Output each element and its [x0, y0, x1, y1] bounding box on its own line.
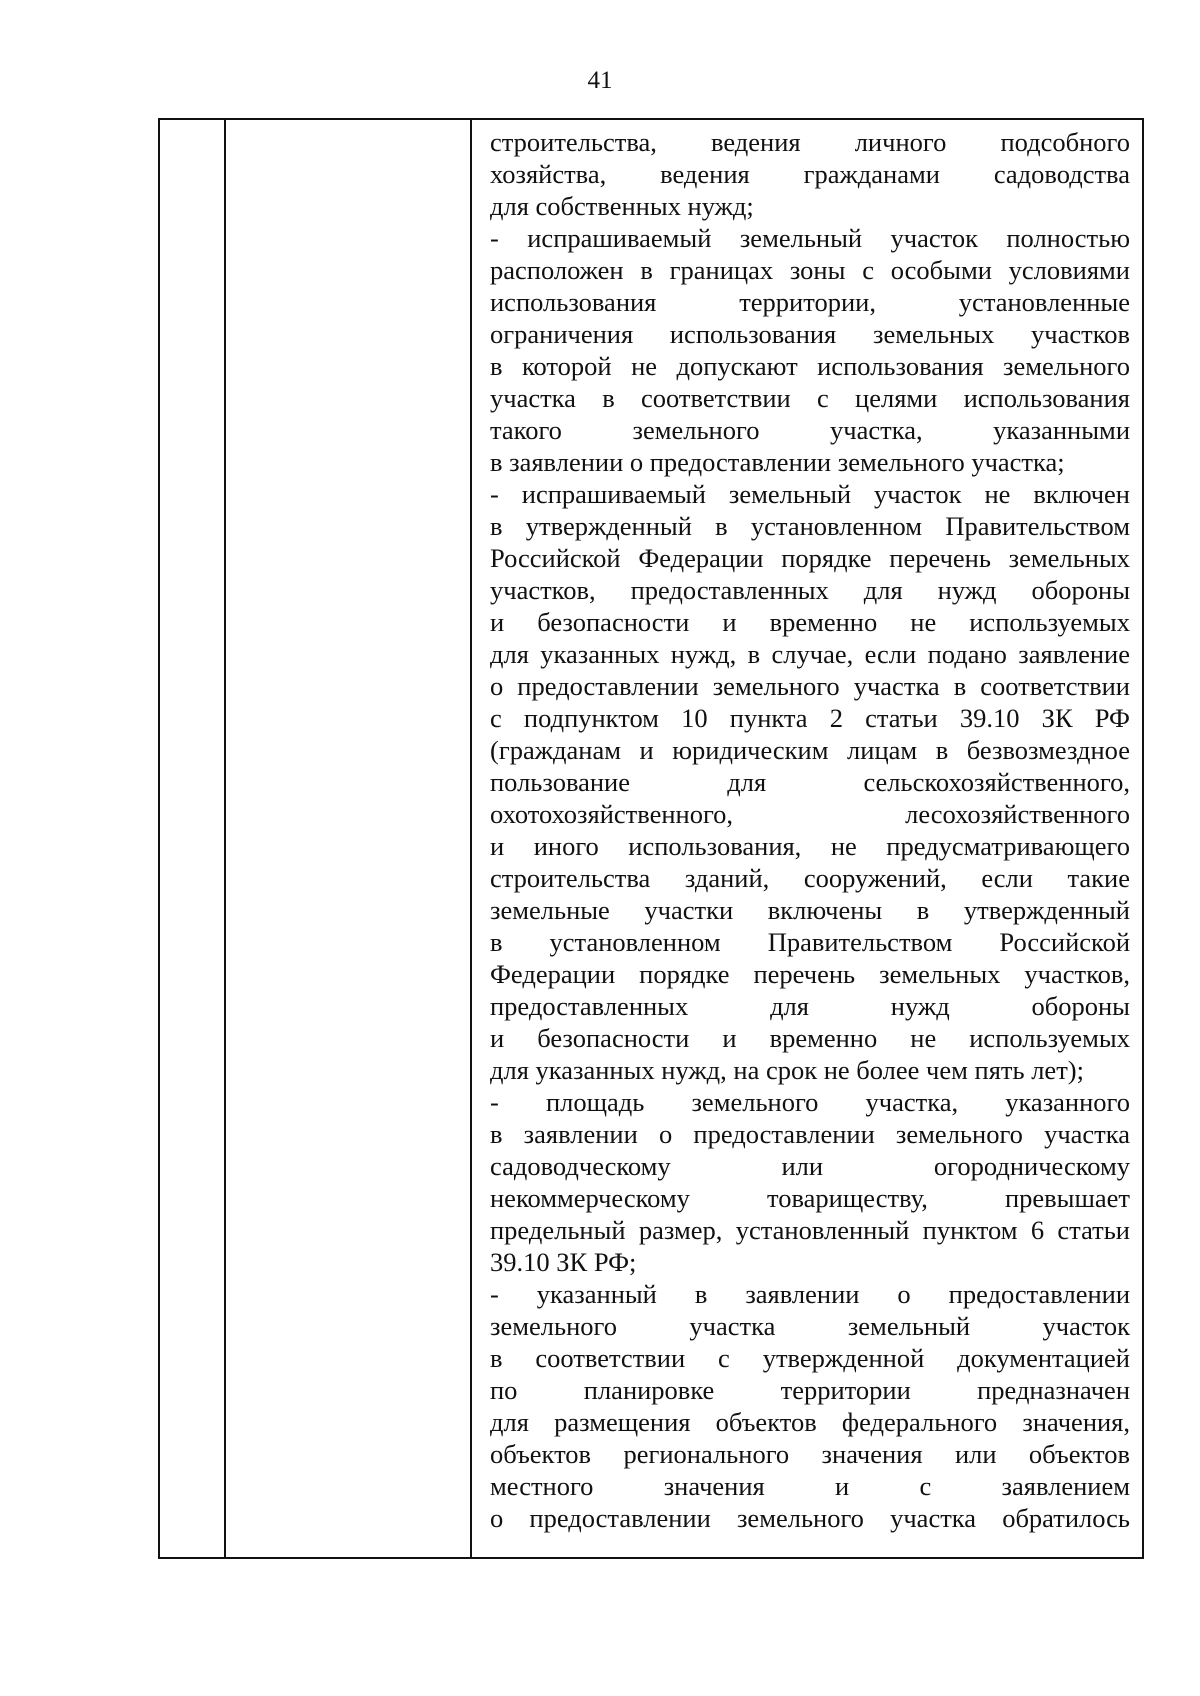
text-line: для размещения объектов федерального значения, [490, 1407, 1130, 1437]
text-line: о предоставлении земельного участка обратилось [490, 1503, 1130, 1533]
text-line: земельного участка земельный участок [490, 1311, 1130, 1341]
text-line: участков, предоставленных для нужд обороны [490, 575, 1130, 605]
text-line: и безопасности и временно не используемых [490, 1023, 1130, 1053]
text-line: такого земельного участка, указанными [490, 415, 1130, 445]
page-number: 41 [587, 67, 613, 94]
text-line: участка в соответствии с целями использования [490, 383, 1130, 413]
text-line: местного значения и с заявлением [490, 1471, 1130, 1501]
text-line: хозяйства, ведения гражданами садоводства [490, 159, 1130, 189]
text-line: 39.10 ЗК РФ; [490, 1247, 637, 1277]
text-line: в которой не допускают использования земельного [490, 351, 1130, 381]
text-line: строительства зданий, сооружений, если такие [490, 863, 1130, 893]
document-table [158, 118, 1144, 1559]
text-line: земельные участки включены в утвержденный [490, 895, 1130, 925]
text-line: охотохозяйственного, лесохозяйственного [490, 799, 1130, 829]
text-line: (гражданам и юридическим лицам в безвозмездное [490, 735, 1130, 765]
text-line: Федерации порядке перечень земельных участков, [490, 959, 1130, 989]
text-line: расположен в границах зоны с особыми условиями [490, 255, 1130, 285]
text-line: в установленном Правительством Российской [490, 927, 1130, 957]
text-line: - испрашиваемый земельный участок полностью [490, 223, 1130, 253]
text-line: - испрашиваемый земельный участок не включен [490, 479, 1130, 509]
text-line: объектов регионального значения или объектов [490, 1439, 1130, 1469]
text-line: о предоставлении земельного участка в соответствии [490, 671, 1130, 701]
text-line: некоммерческому товариществу, превышает [490, 1183, 1130, 1213]
text-line: в соответствии с утвержденной документацией [490, 1343, 1130, 1373]
column-divider-1 [224, 120, 226, 1557]
text-line: - площадь земельного участка, указанного [490, 1087, 1130, 1117]
text-line: строительства, ведения личного подсобного [490, 127, 1130, 157]
text-line: Российской Федерации порядке перечень земельных [490, 543, 1130, 573]
text-line: предоставленных для нужд обороны [490, 991, 1130, 1021]
text-line: - указанный в заявлении о предоставлении [490, 1279, 1130, 1309]
text-line: и иного использования, не предусматривающего [490, 831, 1130, 861]
text-line: использования территории, установленные [490, 287, 1130, 317]
text-line: с подпунктом 10 пункта 2 статьи 39.10 ЗК РФ [490, 703, 1130, 733]
text-line: в заявлении о предоставлении земельного участка [490, 1119, 1130, 1149]
text-line: в утвержденный в установленном Правительством [490, 511, 1130, 541]
text-line: пользование для сельскохозяйственного, [490, 767, 1130, 797]
text-line: для указанных нужд, в случае, если подано заявление [490, 639, 1130, 669]
text-line: для указанных нужд, на срок не более чем пять лет); [490, 1055, 1084, 1085]
text-line: в заявлении о предоставлении земельного участка; [490, 447, 1065, 477]
text-line: по планировке территории предназначен [490, 1375, 1130, 1405]
requirements-text-cell [490, 126, 1130, 1534]
text-line: садоводческому или огородническому [490, 1151, 1130, 1181]
column-divider-2 [470, 120, 472, 1557]
text-line: предельный размер, установленный пунктом 6 статьи [490, 1215, 1130, 1245]
text-line: ограничения использования земельных участков [490, 319, 1130, 349]
text-line: для собственных нужд; [490, 191, 754, 221]
text-line: и безопасности и временно не используемых [490, 607, 1130, 637]
